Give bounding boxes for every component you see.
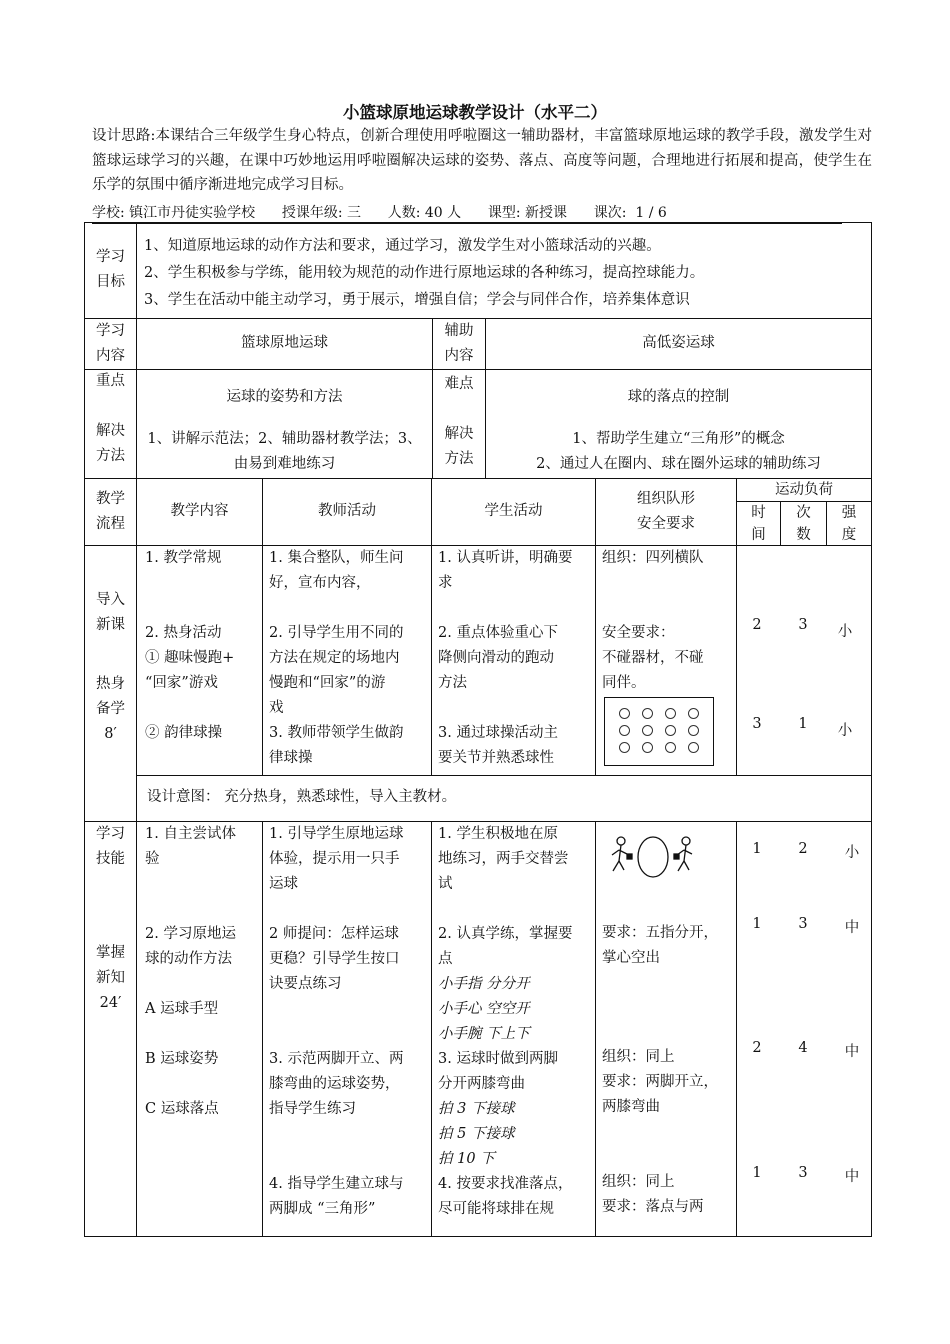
hoop-icon bbox=[638, 837, 668, 877]
hoop-drill-sketch bbox=[604, 833, 704, 881]
objectives-label: 学习 目标 bbox=[96, 249, 125, 290]
skills-teacher: 1. 引导学生原地运球 体验，提示用一只手 运球 2 师提问：怎样运球 更稳？引导学生按口 诀要点练习 3. 示范两脚开立、两 膝弯曲的运球姿势， 指导学生练习 4. 指导学生建立球与 两脚成 “三角形” bbox=[269, 826, 404, 1217]
header-flow: 教学 流程 bbox=[96, 491, 125, 532]
difficulty-point: 球的落点的控制 bbox=[627, 389, 730, 405]
header-load: 运动负荷 bbox=[775, 482, 833, 498]
warmup-student: 1. 认真听讲，明确要 求 2. 重点体验重心下 降侧向滑动的跑动 方法 3. 通过球操活动主 要关节并熟悉球性 bbox=[438, 550, 573, 766]
load-intensity: 小 bbox=[837, 723, 853, 739]
load-count: 2 bbox=[798, 841, 808, 857]
skills-stage: 学习 技能 掌握 新知 24′ bbox=[96, 826, 125, 1011]
objective-item: 2、学生积极参与学练，能用较为规范的动作进行原地运球的各种练习，提高控球能力。 bbox=[144, 265, 705, 281]
content-value: 篮球原地运球 bbox=[241, 335, 328, 351]
difficulty-label: 难点 解决 方法 bbox=[444, 376, 474, 467]
warmup-stage: 导入 新课 热身 备学 8′ bbox=[96, 592, 125, 742]
objective-item: 1、知道原地运球的动作方法和要求，通过学习，激发学生对小篮球活动的兴趣。 bbox=[144, 238, 661, 254]
header-organization: 组织队形 安全要求 bbox=[637, 491, 695, 532]
chant-line: 小手心 空空开 bbox=[438, 1001, 530, 1017]
load-intensity: 中 bbox=[844, 1169, 860, 1185]
formation-diagram bbox=[604, 697, 714, 766]
skills-student: 1. 学生积极地在原 地练习，两手交替尝 试 2. 认真学练，掌握要 点 小手指 分分开 小手心 空空开 小手腕 下上下 3. 运球时做到两脚 分开两膝弯曲 拍 3 下接球 拍 5 下接球 拍 10 下 4. 按要求找准落点， 尽可能将球排在规 bbox=[438, 822, 593, 1222]
key-method: 1、讲解示范法；2、辅助器材教学法；3、 由易到难地练习 bbox=[147, 431, 422, 472]
aux-content-value: 高低姿运球 bbox=[642, 335, 715, 351]
warmup-organization: 组织：四列横队 安全要求： 不碰器材，不碰 同伴。 bbox=[602, 550, 704, 691]
student-face-icon bbox=[688, 708, 699, 719]
student-face-icon bbox=[642, 708, 653, 719]
header-intensity: 强 度 bbox=[841, 505, 857, 543]
student-face-icon bbox=[619, 708, 630, 719]
objectives-list bbox=[144, 233, 869, 314]
load-time: 1 bbox=[752, 916, 762, 932]
chant-line: 小手腕 下上下 bbox=[438, 1026, 530, 1042]
header-count: 次 数 bbox=[796, 505, 811, 543]
drill-line: 拍 10 下 bbox=[438, 1151, 495, 1167]
key-label: 重点 解决 方法 bbox=[96, 373, 125, 464]
student-face-icon bbox=[665, 725, 676, 736]
load-time: 1 bbox=[752, 1165, 762, 1181]
design-intro: 设计思路:本课结合三年级学生身心特点，创新合理使用呼啦圈这一辅助器材，丰富篮球原地运球的教学手段，激发学生对篮球运球学习的兴趣，在课中巧妙地运用呼啦圈解决运球的姿势、落点、高度等问题，合理地进行拓展和提高，使学生在乐学的氛围中循序渐进地完成学习目标。 bbox=[92, 128, 872, 193]
student-face-icon bbox=[619, 725, 630, 736]
student-face-icon bbox=[688, 725, 699, 736]
design-intent: 设计意图： 充分热身，熟悉球性，导入主教材。 bbox=[147, 789, 457, 805]
load-count: 3 bbox=[798, 916, 808, 932]
warmup-teacher: 1. 集合整队，师生问 好，宣布内容， 2. 引导学生用不同的 方法在规定的场地内 慢跑和“回家”的游 戏 3. 教师带领学生做韵 律球操 bbox=[269, 550, 404, 766]
header-content: 教学内容 bbox=[170, 503, 229, 519]
student-face-icon bbox=[642, 742, 653, 753]
load-intensity: 小 bbox=[837, 624, 853, 640]
load-time: 1 bbox=[752, 841, 762, 857]
load-time: 3 bbox=[752, 716, 762, 732]
load-count: 3 bbox=[798, 1165, 808, 1181]
difficulty-method: 1、帮助学生建立“三角形”的概念 2、通过人在圈内、球在圈外运球的辅助练习 bbox=[536, 431, 821, 472]
student-face-icon bbox=[665, 742, 676, 753]
chant-line: 小手指 分分开 bbox=[438, 976, 530, 992]
student-face-icon bbox=[688, 742, 699, 753]
student-figure-icon bbox=[612, 837, 632, 871]
content-label: 学习 内容 bbox=[96, 323, 125, 364]
skills-org-1: 要求：五指分开， 掌心空出 bbox=[602, 925, 718, 966]
skills-org-3: 组织：同上 要求：落点与两 bbox=[602, 1174, 704, 1215]
student-face-icon bbox=[642, 725, 653, 736]
header-teacher: 教师活动 bbox=[318, 503, 376, 519]
load-time: 2 bbox=[752, 1040, 762, 1056]
student-face-icon bbox=[665, 708, 676, 719]
header-student: 学生活动 bbox=[484, 503, 543, 519]
aux-content-label: 辅助 内容 bbox=[444, 323, 474, 364]
skills-org-2: 组织：同上 要求：两脚开立， 两膝弯曲 bbox=[602, 1049, 718, 1115]
header-time: 时 间 bbox=[751, 505, 766, 543]
load-intensity: 小 bbox=[844, 845, 860, 861]
lesson-info: 学校: 镇江市丹徒实验学校 授课年级: 三 人数: 40 人 课型: 新授课 课次: 1 / 6 bbox=[92, 203, 842, 224]
load-intensity: 中 bbox=[844, 920, 860, 936]
skills-content: 1. 自主尝试体 验 2. 学习原地运 球的动作方法 A 运球手型 B 运球姿势 C 运球落点 bbox=[145, 826, 236, 1117]
drill-line: 拍 5 下接球 bbox=[438, 1126, 515, 1142]
load-count: 4 bbox=[798, 1040, 808, 1056]
student-face-icon bbox=[619, 742, 630, 753]
drill-line: 拍 3 下接球 bbox=[438, 1101, 515, 1117]
load-intensity: 中 bbox=[844, 1044, 860, 1060]
page-title: 小篮球原地运球教学设计（水平二） bbox=[343, 103, 607, 122]
load-time: 2 bbox=[752, 617, 762, 633]
objective-item: 3、学生在活动中能主动学习，勇于展示，增强自信；学会与同伴合作，培养集体意识 bbox=[144, 292, 690, 308]
warmup-content: 1. 教学常规 2. 热身活动 ① 趣味慢跑+ “回家”游戏 ② 韵律球操 bbox=[145, 550, 235, 741]
key-point: 运球的姿势和方法 bbox=[226, 389, 343, 405]
load-count: 3 bbox=[798, 617, 808, 633]
student-figure-icon bbox=[674, 837, 692, 871]
load-count: 1 bbox=[798, 716, 808, 732]
